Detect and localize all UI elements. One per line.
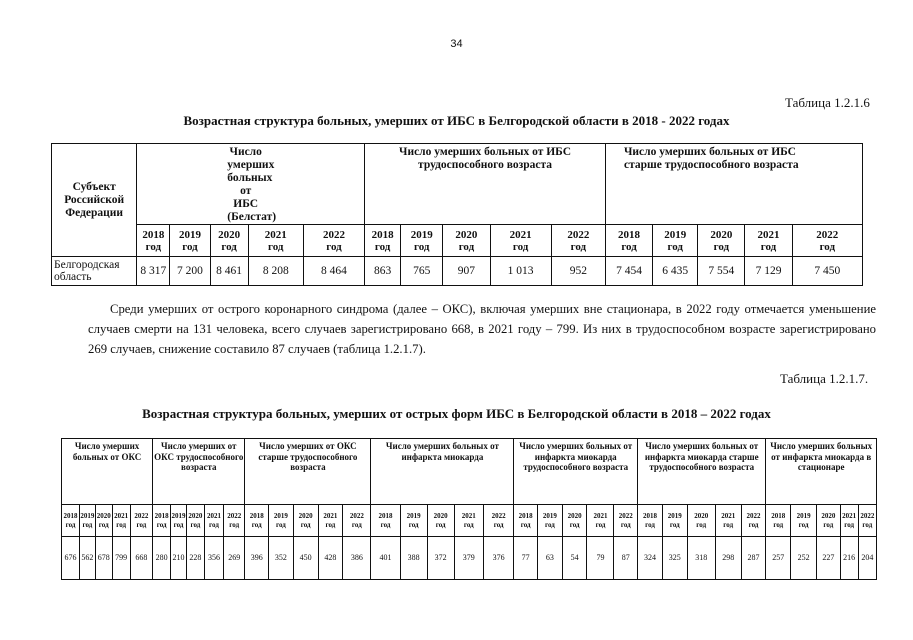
group-header: Число умерших от ОКС старше трудоспособного возраста (245, 439, 371, 505)
year-word: год (458, 240, 475, 253)
data-cell: 352 (269, 537, 294, 580)
year-header (638, 505, 663, 537)
year-word: год (229, 520, 240, 529)
year-number: 2020 (567, 512, 582, 520)
year-number: 2021 (757, 228, 780, 241)
year-header (224, 505, 245, 537)
year-header (171, 505, 187, 537)
data-cell: 799 (112, 537, 130, 580)
year-number: 2020 (298, 512, 313, 520)
year-header (766, 505, 791, 537)
year-header (245, 505, 269, 537)
year-header (454, 505, 483, 537)
year-header (537, 505, 562, 537)
year-number: 2019 (542, 512, 557, 520)
year-word: год (713, 240, 730, 253)
data-cell: 372 (427, 537, 454, 580)
data-cell: 376 (483, 537, 513, 580)
year-word: год (823, 520, 834, 529)
data-cell: 8 464 (303, 257, 364, 286)
year-number: 2018 (154, 512, 169, 520)
year-number: 2022 (567, 228, 590, 241)
year-number: 2020 (455, 228, 478, 241)
year-word: год (844, 520, 855, 529)
year-number: 2018 (371, 228, 394, 241)
year-word: год (723, 520, 734, 529)
data-cell: 450 (293, 537, 318, 580)
year-word: год (275, 520, 286, 529)
group-header: Число умерших больных от ИБС трудоспособного возраста (365, 144, 606, 225)
year-word: год (326, 240, 342, 253)
year-header (662, 505, 687, 537)
year-header (562, 505, 587, 537)
table2-title: Возрастная структура больных, умерших от острых форм ИБС в Белгородской области в 2018 – 2022 годах (142, 406, 771, 421)
year-header (343, 505, 371, 537)
year-word: год (190, 520, 201, 529)
year-word: год (408, 520, 419, 529)
year-header (318, 505, 343, 537)
data-cell: 428 (318, 537, 343, 580)
year-header (62, 505, 80, 537)
data-cell: 396 (245, 537, 269, 580)
data-cell: 210 (171, 537, 187, 580)
year-number: 2019 (178, 228, 201, 241)
year-header (204, 505, 223, 537)
year-header (112, 505, 130, 537)
data-cell: 79 (587, 537, 614, 580)
year-word: год (595, 520, 606, 529)
group-header: Число умерших больных от инфаркта миокарда старше трудоспособного возраста (638, 439, 766, 505)
year-header (715, 505, 741, 537)
year-word: год (173, 520, 184, 529)
data-cell: 8 461 (210, 257, 248, 286)
year-word: год (760, 240, 777, 253)
year-word: год (136, 520, 147, 529)
year-header (137, 225, 170, 257)
data-cell: 1 013 (490, 257, 551, 286)
year-number: 2020 (710, 228, 733, 241)
year-word: год (748, 520, 759, 529)
data-cell: 204 (858, 537, 876, 580)
group-header: Число умерших больных от инфаркта миокарда трудоспособного возраста (514, 439, 638, 505)
year-number: 2022 (134, 512, 149, 520)
year-word: год (380, 520, 391, 529)
year-header (792, 225, 862, 257)
year-header (248, 225, 303, 257)
year-word: год (620, 520, 631, 529)
data-cell: 765 (401, 257, 443, 286)
data-cell: 298 (715, 537, 741, 580)
year-word: год (65, 520, 76, 529)
year-number: 2019 (171, 512, 186, 520)
year-header (514, 505, 538, 537)
year-number: 2018 (249, 512, 264, 520)
paragraph-text: Среди умерших от острого коронарного синдрома (далее – ОКС), включая умерших вне стационара, в 2022 году отмечается уменьшение случаев смерти на 131 человека, всего случаев зарегистрировано 668, в 2021 году – 799. Из них в трудоспособном возрасте зарегистрировано 269 случаев, снижение составило 87 случаев (таблица 1.2.1.7). (88, 302, 876, 356)
year-number: 2020 (96, 512, 111, 520)
data-cell: 676 (62, 537, 80, 580)
data-cell: 907 (443, 257, 490, 286)
year-word: год (696, 520, 707, 529)
data-cell: 77 (514, 537, 538, 580)
year-number: 2021 (842, 512, 857, 520)
data-cell: 863 (365, 257, 401, 286)
data-cell: 562 (80, 537, 96, 580)
group-header: Число умерших от ОКС трудоспособного возраста (153, 439, 245, 505)
year-word: год (667, 240, 683, 253)
year-header (95, 505, 112, 537)
year-word: год (435, 520, 446, 529)
year-word: год (116, 520, 127, 529)
year-number: 2021 (509, 228, 532, 241)
year-word: год (145, 240, 162, 253)
year-word: год (570, 240, 587, 253)
year-number: 2020 (218, 228, 241, 241)
group-header: Число умерших больных от инфаркта миокарда в стационаре (766, 439, 877, 505)
year-number: 2021 (593, 512, 608, 520)
year-word: год (512, 240, 529, 253)
data-cell: 228 (186, 537, 204, 580)
year-word: год (182, 240, 198, 253)
year-number: 2021 (461, 512, 476, 520)
year-header (365, 225, 401, 257)
group-header: Число умерших больных от ИБС старше трудоспособного возраста (605, 144, 862, 225)
data-cell: 379 (454, 537, 483, 580)
year-word: год (351, 520, 362, 529)
year-header (401, 225, 443, 257)
year-number: 2018 (643, 512, 657, 520)
data-cell: 7 454 (605, 257, 652, 286)
year-number: 2018 (771, 512, 786, 520)
year-header (443, 225, 490, 257)
year-word: год (251, 520, 262, 529)
year-number: 2018 (618, 228, 641, 241)
row-label: Белгородская область (52, 257, 137, 286)
data-cell: 325 (662, 537, 687, 580)
year-header (551, 225, 605, 257)
data-cell: 678 (95, 537, 112, 580)
year-header (490, 225, 551, 257)
year-header (153, 505, 171, 537)
year-header (687, 505, 715, 537)
year-word: год (493, 520, 504, 529)
table1 (51, 143, 863, 286)
data-cell: 227 (817, 537, 841, 580)
year-header (614, 505, 638, 537)
year-word: год (268, 240, 284, 253)
data-cell: 7 129 (745, 257, 792, 286)
year-word: год (221, 240, 237, 253)
data-cell: 252 (791, 537, 817, 580)
year-word: год (621, 240, 637, 253)
year-word: год (98, 520, 109, 529)
year-number: 2022 (227, 512, 242, 520)
year-word: год (82, 520, 93, 529)
year-header (858, 505, 876, 537)
year-header (741, 505, 766, 537)
year-number: 2019 (796, 512, 811, 520)
data-cell: 401 (371, 537, 400, 580)
data-cell: 87 (614, 537, 638, 580)
data-cell: 280 (153, 537, 171, 580)
year-number: 2021 (264, 228, 287, 241)
year-number: 2022 (322, 228, 345, 241)
table2 (61, 438, 877, 580)
year-number: 2020 (821, 512, 836, 520)
year-number: 2018 (142, 228, 165, 241)
year-header (605, 225, 652, 257)
data-cell: 7 554 (698, 257, 745, 286)
year-number: 2022 (491, 512, 506, 520)
year-number: 2019 (80, 512, 95, 520)
year-number: 2021 (114, 512, 129, 520)
page-number: 34 (450, 38, 463, 50)
table1-title: Возрастная структура больных, умерших от ИБС в Белгородской области в 2018 - 2022 годах (183, 113, 730, 128)
year-header (587, 505, 614, 537)
year-header (80, 505, 96, 537)
year-number: 2019 (667, 512, 682, 520)
year-word: год (325, 520, 336, 529)
year-word: год (209, 520, 219, 529)
data-cell: 269 (224, 537, 245, 580)
year-header (371, 505, 400, 537)
data-cell: 386 (343, 537, 371, 580)
data-cell: 8 317 (137, 257, 170, 286)
year-number: 2019 (273, 512, 288, 520)
group-header: Число умерших больных от инфаркта миокарда (371, 439, 514, 505)
data-cell: 63 (537, 537, 562, 580)
year-header (791, 505, 817, 537)
data-cell: 668 (130, 537, 153, 580)
year-header (186, 505, 204, 537)
data-cell: 287 (741, 537, 766, 580)
year-number: 2021 (206, 512, 221, 520)
year-number: 2021 (323, 512, 338, 520)
year-header (303, 225, 364, 257)
data-cell: 8 208 (248, 257, 303, 286)
year-header (427, 505, 454, 537)
year-word: год (819, 240, 836, 253)
year-word: год (156, 520, 167, 529)
year-number: 2022 (816, 228, 839, 241)
year-word: год (414, 240, 430, 253)
year-header (483, 505, 513, 537)
year-number: 2019 (410, 228, 433, 241)
year-word: год (569, 520, 580, 529)
year-word: год (669, 520, 680, 529)
year-number: 2022 (618, 512, 633, 520)
subject-header: Субъект Российской Федерации (52, 144, 137, 257)
year-word: год (463, 520, 474, 529)
year-header (817, 505, 841, 537)
year-header (269, 505, 294, 537)
year-header (400, 505, 427, 537)
year-header (210, 225, 248, 257)
data-cell: 7 200 (170, 257, 210, 286)
year-number: 2018 (518, 512, 533, 520)
data-cell: 324 (638, 537, 663, 580)
year-number: 2020 (433, 512, 448, 520)
year-header (840, 505, 858, 537)
body-paragraph (88, 299, 876, 359)
group-header: Число умерших больных от ИБС (Белстат) (137, 144, 365, 225)
year-word: год (520, 520, 531, 529)
year-word: год (645, 520, 655, 529)
year-number: 2019 (664, 228, 687, 241)
year-word: год (773, 520, 784, 529)
year-header (745, 225, 792, 257)
year-word: год (300, 520, 311, 529)
year-number: 2022 (349, 512, 364, 520)
year-number: 2018 (378, 512, 393, 520)
data-cell: 388 (400, 537, 427, 580)
data-cell: 7 450 (792, 257, 862, 286)
data-cell: 318 (687, 537, 715, 580)
year-header (653, 225, 698, 257)
group-header: Число умерших больных от ОКС (62, 439, 153, 505)
data-cell: 356 (204, 537, 223, 580)
data-cell: 6 435 (653, 257, 698, 286)
data-cell: 952 (551, 257, 605, 286)
year-word: год (798, 520, 809, 529)
year-header (293, 505, 318, 537)
year-number: 2021 (721, 512, 736, 520)
data-cell: 54 (562, 537, 587, 580)
table1-label: Таблица 1.2.1.6 (785, 95, 870, 110)
year-label: 2022 год (860, 512, 875, 529)
data-cell: 216 (840, 537, 858, 580)
year-number: 2019 (406, 512, 421, 520)
year-number: 2022 (746, 512, 761, 520)
year-header (698, 225, 745, 257)
year-header (170, 225, 210, 257)
year-number: 2020 (188, 512, 203, 520)
year-word: год (374, 240, 391, 253)
year-number: 2018 (63, 512, 78, 520)
year-header (130, 505, 153, 537)
year-number: 2020 (694, 512, 709, 520)
table2-label: Таблица 1.2.1.7. (780, 371, 869, 386)
data-cell: 257 (766, 537, 791, 580)
year-word: год (544, 520, 555, 529)
